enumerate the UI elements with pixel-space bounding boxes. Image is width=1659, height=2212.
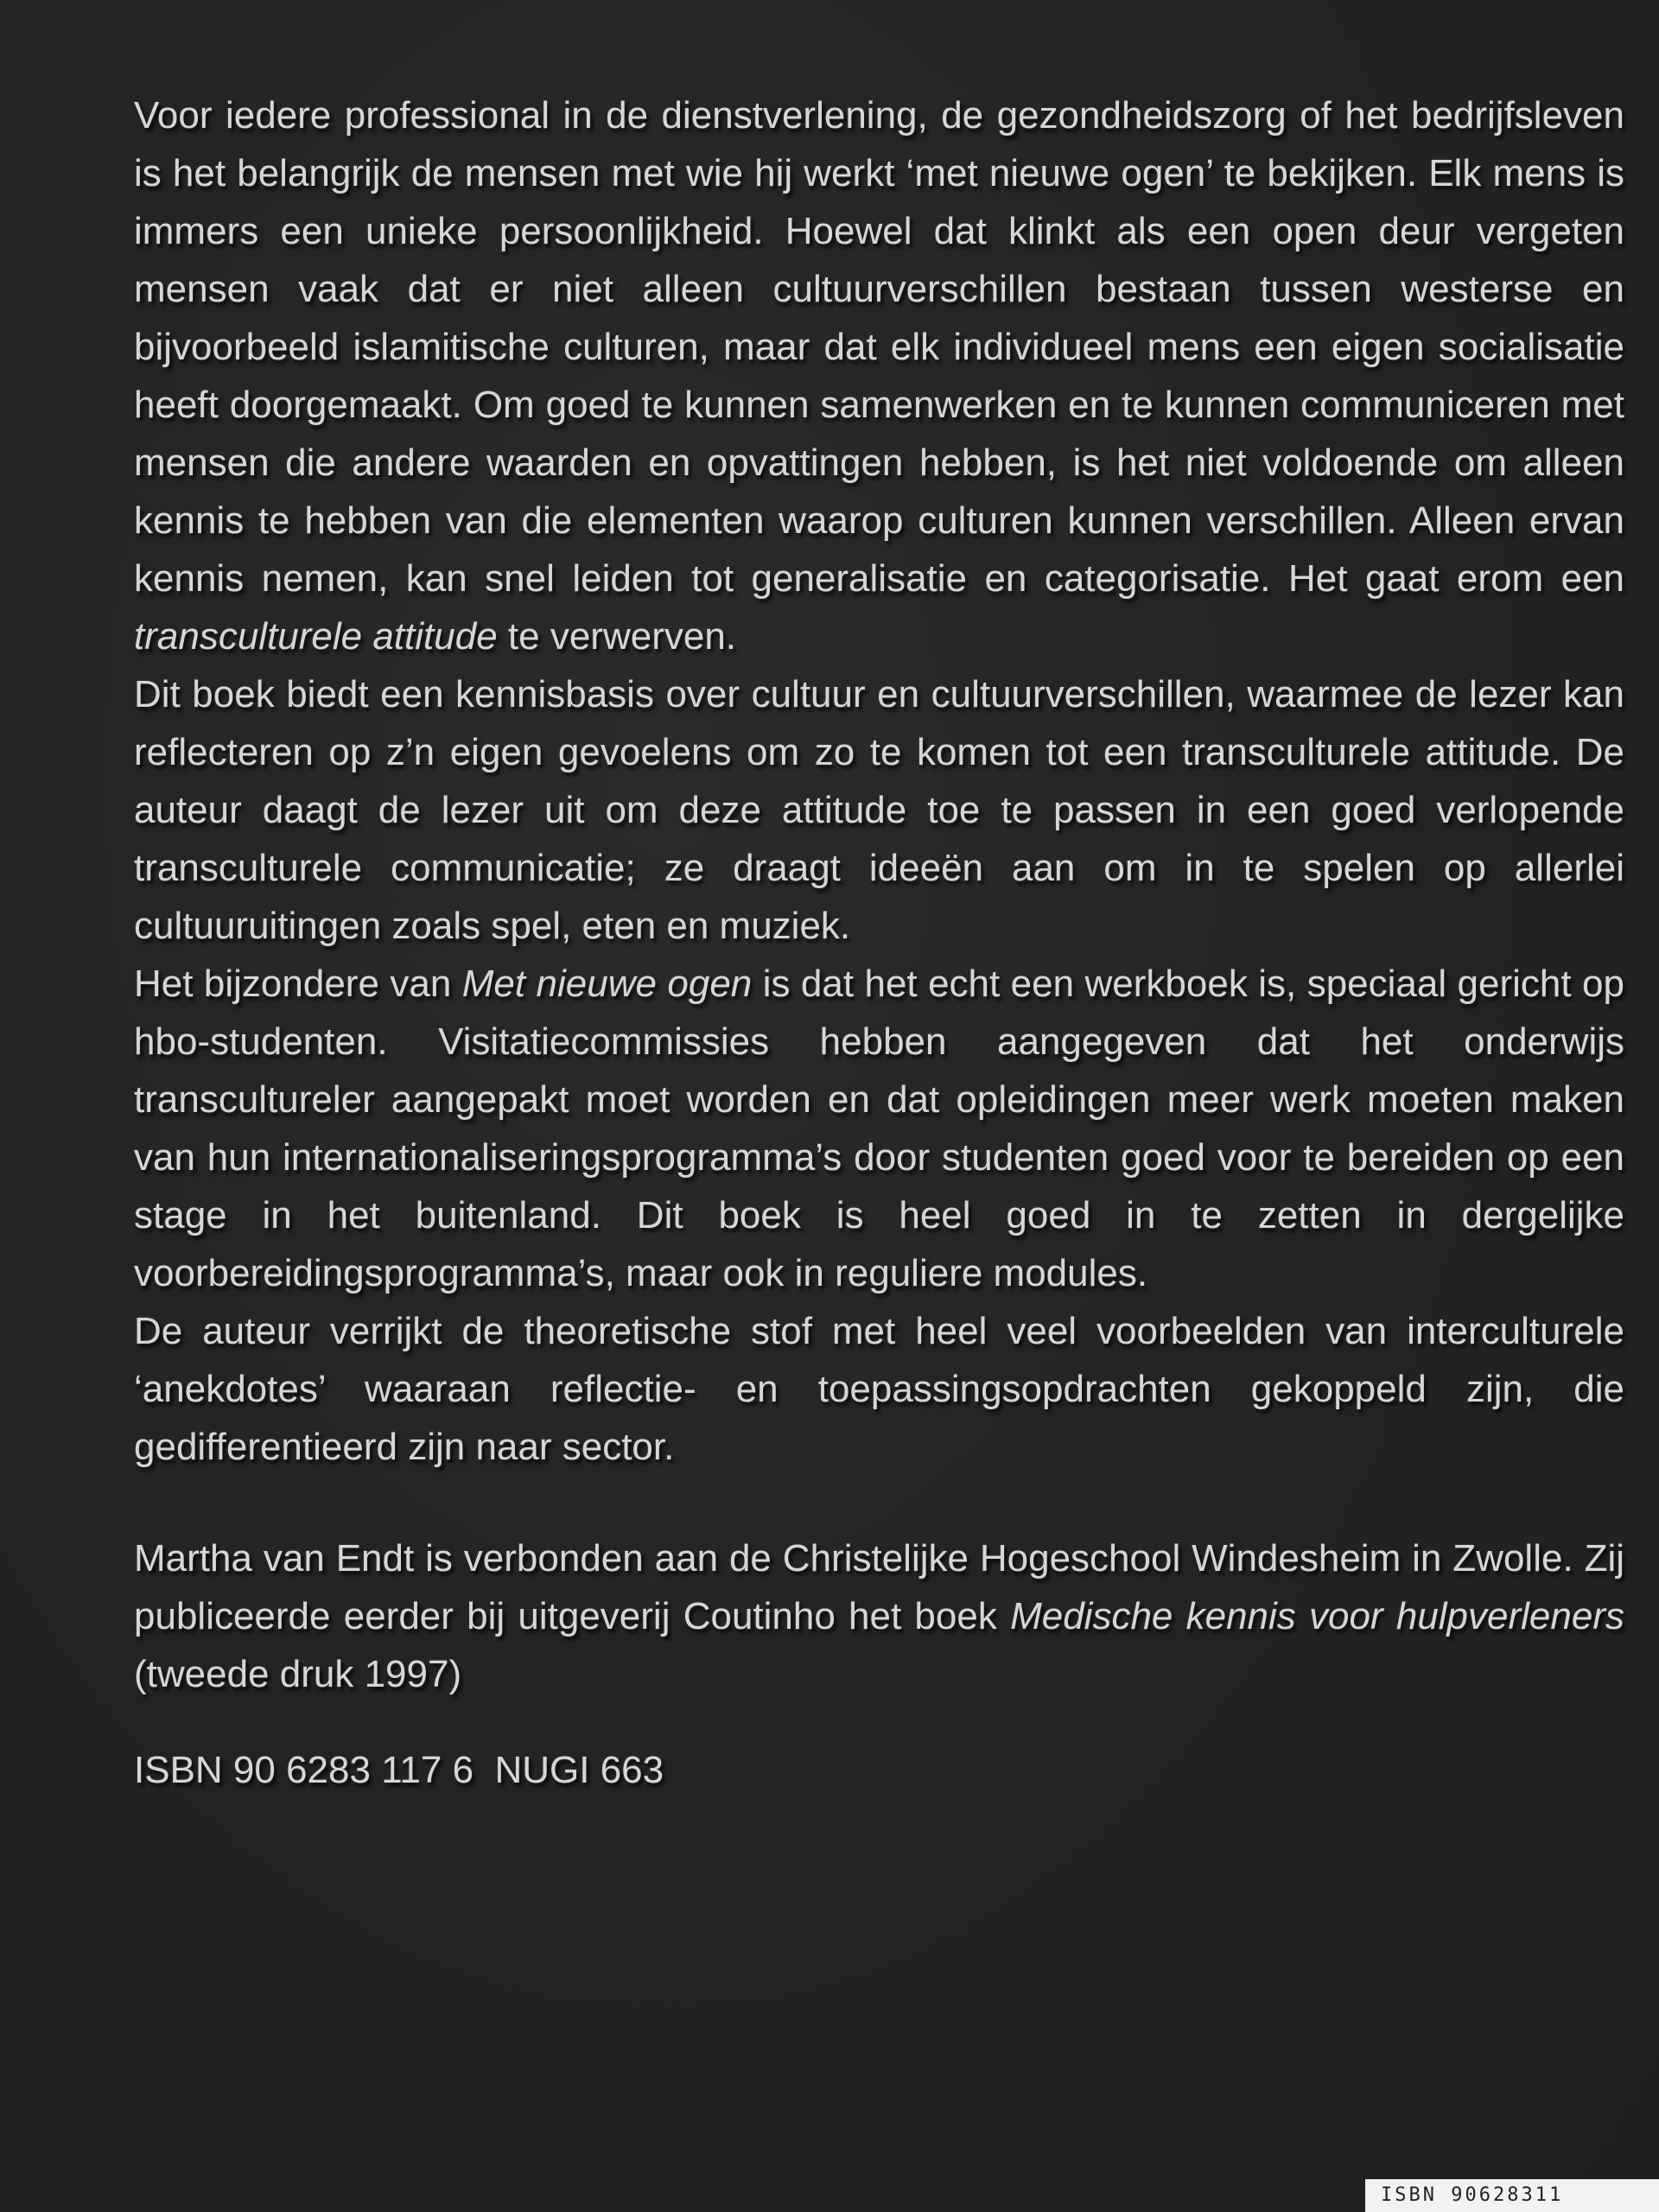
- author-bio-end: (tweede druk 1997): [134, 1653, 462, 1695]
- blurb-paragraph-1: [134, 86, 1624, 665]
- book-title-italic: Met nieuwe ogen: [461, 963, 753, 1005]
- blurb-p1-italic: transculturele attitude: [134, 615, 498, 658]
- blurb-paragraph-4: De auteur verrijkt de theoretische stof met heel veel voorbeelden van interculturele ‘anekdotes’ waaraan reflectie- en toepassingsopdrachten gekoppeld zijn, die gedifferentieerd zijn naar sector.: [134, 1310, 1624, 1468]
- barcode-sticker: ISBN 90628311: [1365, 2179, 1659, 2212]
- blurb-paragraph-3: [134, 955, 1624, 1302]
- blurb-p1-end: te verwerven.: [497, 615, 737, 658]
- author-bio: [134, 1529, 1624, 1703]
- blurb-p3-start: Het bijzondere van: [134, 963, 462, 1005]
- previous-book-title: Medische kennis voor hulpverleners: [1010, 1595, 1624, 1637]
- isbn-nugi: ISBN 90 6283 117 6 NUGI 663: [134, 1749, 664, 1791]
- blurb-p1-text: Voor iedere professional in de dienstverlening, de gezondheidszorg of het bedrijfsleven is het belangrijk de mensen met wie hij werkt ‘met nieuwe ogen’ te bekijken. Elk mens is immers een unieke persoonlijkheid. Hoewel dat klinkt als een open deur vergeten mensen vaak dat er niet alleen cultuurverschillen bestaan tussen westerse en bijvoorbeeld islamitische culturen, maar dat elk individueel mens een eigen socialisatie heeft doorgemaakt. Om goed te kunnen samenwerken en te kunnen communiceren met mensen die andere waarden en opvattingen hebben, is het niet voldoende om alleen kennis te hebben van die elementen waarop culturen kunnen verschillen. Alleen ervan kennis nemen, kan snel leiden tot generalisatie en categorisatie. Het gaat erom een: [134, 94, 1624, 600]
- blurb-paragraph-2: Dit boek biedt een kennisbasis over cultuur en cultuurverschillen, waarmee de lezer kan reflecteren op z’n eigen gevoelens om zo te komen tot een transculturele attitude. De auteur daagt de lezer uit om deze attitude toe te passen in een goed verlopende transculturele communicatie; ze draagt ideeën aan om in te spelen op allerlei cultuuruitingen zoals spel, eten en muziek.: [134, 673, 1624, 947]
- author-bio-start: Martha van Endt is verbonden aan de Christelijke Hogeschool Windesheim in Zwolle. Zij publiceerde eerder bij uitgeverij Coutinho het boek: [134, 1537, 1624, 1637]
- blurb-p3-end: is dat het echt een werkboek is, speciaal gericht op hbo-studenten. Visitatiecommissies hebben aangegeven dat het onderwijs transcultureler aangepakt moet worden en dat opleidingen meer werk moeten maken van hun internationaliseringsprogramma’s door studenten goed voor te bereiden op een stage in het buitenland. Dit boek is heel goed in te zetten in dergelijke voorbereidingsprogramma’s, maar ook in reguliere modules.: [134, 963, 1624, 1294]
- back-cover-text: [134, 86, 1624, 1796]
